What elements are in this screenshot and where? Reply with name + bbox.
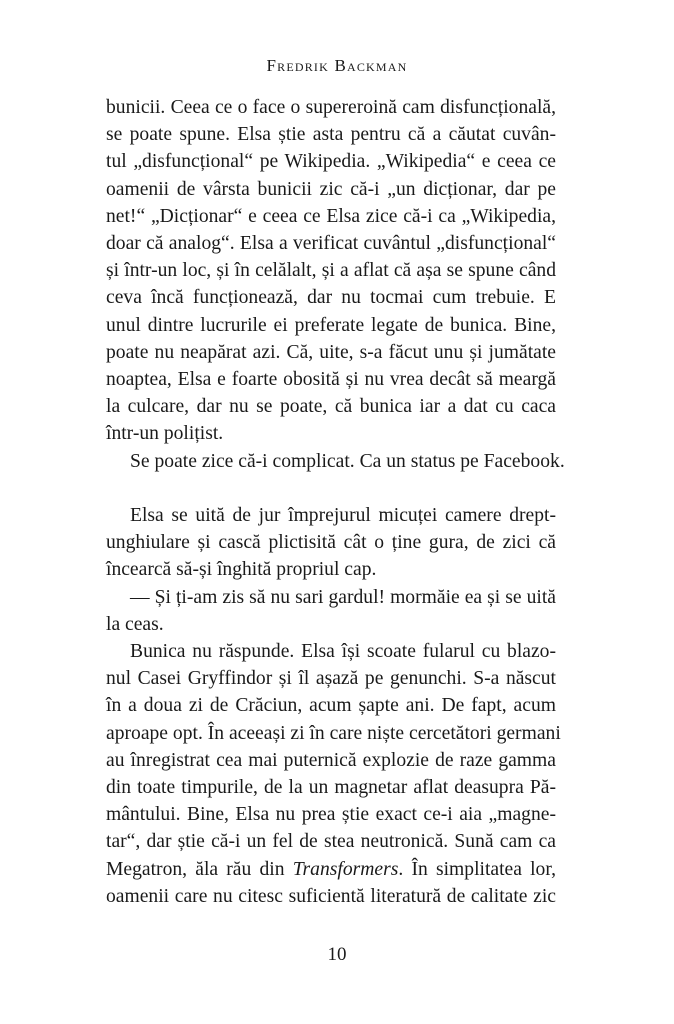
text-line: într-un polițist. <box>106 423 224 445</box>
text-line: ceva încă funcționează, dar nu tocmai cum trebuie. E <box>106 287 556 309</box>
text-line: din toate timpurile, de la un magnetar aflat deasupra Pă- <box>106 777 556 799</box>
text-line: oamenii de vârsta bunicii zic că-i „un dicționar, dar pe <box>106 178 556 200</box>
text-line-with-title <box>106 856 556 883</box>
text-line: unghiulare și cască plictisită cât o ține gura, de zici că <box>106 532 556 554</box>
text-line: mântului. Bine, Elsa nu prea știe exact ce-i aia „magne- <box>106 804 556 826</box>
text-fragment: . În simplitatea lor, <box>398 858 556 880</box>
book-title-italic: Transformers <box>292 858 399 880</box>
text-line: la culcare, dar nu se poate, că bunica iar a dat cu caca <box>106 396 556 418</box>
text-line: doar că analog“. Elsa a verificat cuvântul „disfuncțional“ <box>106 233 556 255</box>
text-line: aproape opt. În aceeași zi în care niște cercetători germani <box>106 722 561 744</box>
text-line: au înregistrat cea mai puternică explozie de raze gamma <box>106 749 556 771</box>
running-head-author: Fredrik Backman <box>266 56 408 75</box>
text-line: la ceas. <box>106 613 164 635</box>
text-line: Bunica nu răspunde. Elsa își scoate fularul cu blazo- <box>130 641 556 663</box>
text-line: bunicii. Ceea ce o face o supereroină cam disfuncțională, <box>106 97 556 118</box>
text-line: noaptea, Elsa e foarte obosită și nu vrea decât să meargă <box>106 369 556 391</box>
text-line: unul dintre lucrurile ei preferate legate de bunica. Bine, <box>106 314 556 336</box>
page-number: 10 <box>327 944 347 965</box>
text-line: tul „disfuncțional“ pe Wikipedia. „Wikipedia“ e ceea ce <box>106 151 556 173</box>
text-fragment: Megatron, ăla rău din <box>106 858 293 880</box>
text-line: în a doua zi de Crăciun, acum șapte ani. De fapt, acum <box>106 695 556 717</box>
text-line: — Și ți-am zis să nu sari gardul! mormăie ea și se uită <box>130 586 556 608</box>
text-line: și într-un loc, și în celălalt, și a aflat că așa se spune când <box>106 260 556 282</box>
text-line: Se poate zice că-i complicat. Ca un status pe Facebook. <box>130 450 565 472</box>
section-break <box>106 475 556 502</box>
body-text <box>106 94 565 910</box>
text-line: oamenii care nu citesc suficientă literatură de calitate zic <box>106 885 556 907</box>
text-line: net!“ „Dicționar“ e ceea ce Elsa zice că-i ca „Wikipedia, <box>106 205 556 227</box>
text-line: Elsa se uită de jur împrejurul micuței camere drept- <box>130 505 556 527</box>
text-line: nul Casei Gryffindor și îl așază pe genunchi. S-a născut <box>106 668 556 690</box>
text-line: poate nu neapărat azi. Că, uite, s-a făcut unu și jumătate <box>106 341 556 363</box>
text-line: se poate spune. Elsa știe asta pentru că a căutat cuvân- <box>106 124 556 146</box>
text-line: încearcă să-și înghită propriul cap. <box>106 559 377 581</box>
text-line: tar“, dar știe că-i un fel de stea neutronică. Sună cam ca <box>106 831 556 853</box>
